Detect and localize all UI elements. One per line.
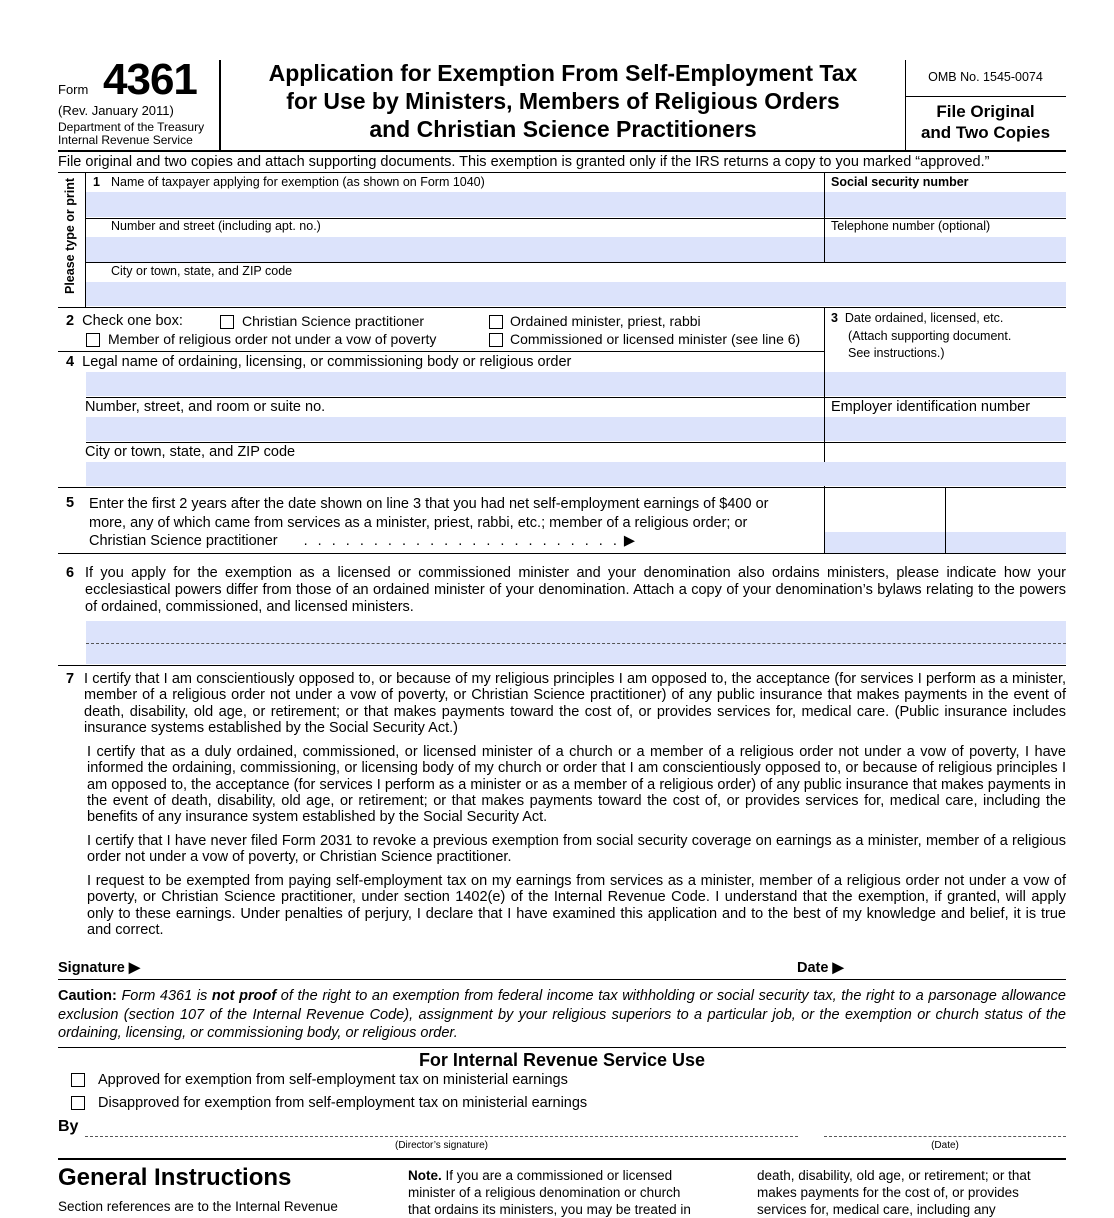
ordaining-body-input[interactable] xyxy=(86,372,824,396)
date-label: Date ▶ xyxy=(797,960,844,976)
city-input[interactable] xyxy=(86,282,1066,306)
body-city-input[interactable] xyxy=(86,462,1066,486)
form-number: 4361 xyxy=(103,55,197,104)
form-label: Form xyxy=(58,82,89,97)
certification-paragraph: I certify that I am conscientiously opposed to, or because of my religious principles I am opposed to, the acceptance (for services I perform as a minister, member of a religious order not under a vow of poverty, or Christian Science practitioner) of any public insurance that makes payments in the event of death, disability, old age, or retirement; or that makes payments toward the cost of, or provides services for, medical care. (Public insurance includes insurance systems established by the Social Security Act.) xyxy=(84,671,1066,736)
agency: Internal Revenue Service xyxy=(58,133,193,147)
instructions-text: Section references are to the Internal Revenue xyxy=(58,1199,338,1214)
option-label: Commissioned or licensed minister (see line 6) xyxy=(510,331,801,347)
date-field[interactable] xyxy=(850,955,1066,977)
omb-number: OMB No. 1545-0074 xyxy=(928,70,1043,84)
form-title: Application for Exemption From Self-Employment Tax for Use by Ministers, Members of Religious Orders and Christian Science Practitioners xyxy=(268,60,858,142)
disapproved-label: Disapproved for exemption from self-employment tax on ministerial earnings xyxy=(98,1095,588,1111)
year2-input[interactable] xyxy=(946,532,1066,553)
phone-input[interactable] xyxy=(825,237,1066,262)
checkbox-religious-order[interactable] xyxy=(86,333,100,347)
option-label: Ordained minister, priest, rabbi xyxy=(510,313,701,329)
line6-text: If you apply for the exemption as a licensed or commissioned minister and your denomination also ordains ministers, please indicate how your ecclesiastical powers differ from those of an ordained minister of your denomination. Attach a copy of your denomination’s bylaws relating to the powers of ordained, commissioned, and licensed ministers. xyxy=(85,565,1066,615)
option-label: Member of religious order not under a vow of poverty xyxy=(108,331,437,347)
instructions-text: death, disability, old age, or retirement; or that makes payments for the cost of, or provides services for, medical care, including any xyxy=(757,1168,1031,1217)
filing-instruction: File original and two copies and attach supporting documents. This exemption is granted only if the IRS returns a copy to you marked “approved.” xyxy=(58,154,990,170)
line-number: 1 xyxy=(93,175,100,189)
side-label: Please type or print xyxy=(63,177,77,294)
certification-paragraph: I request to be exempted from paying self-employment tax on my earnings from services as a minister, member of a religious order not under a vow of poverty, or Christian Science practitioner, under section 1402(e) of the Internal Revenue Code. I understand that the exemption, if granted, will apply only to these earnings. Under penalties of perjury, I declare that I have examined this application and to the best of my knowledge and belief, it is true and correct. xyxy=(87,873,1066,938)
ssn-label: Social security number xyxy=(831,175,969,189)
name-label: Name of taxpayer applying for exemption (as shown on Form 1040) xyxy=(111,175,485,189)
option-label: Christian Science practitioner xyxy=(242,313,425,329)
director-signature-caption: (Director’s signature) xyxy=(395,1140,488,1151)
certification-paragraph: I certify that I have never filed Form 2031 to revoke a previous exemption from social security coverage on earnings as a minister, member of a religious order not under a vow of poverty, or Christian Science practitioner. xyxy=(87,833,1066,866)
note-text: Note. If you are a commissioned or licensed minister of a religious denomination or church that ordains its ministers, you may be treated in xyxy=(408,1168,691,1217)
ein-input[interactable] xyxy=(825,417,1066,441)
signature-label: Signature ▶ xyxy=(58,960,141,976)
body-city-label: City or town, state, and ZIP code xyxy=(85,444,296,460)
ein-label: Employer identification number xyxy=(831,399,1031,415)
disapproved-checkbox[interactable] xyxy=(71,1096,85,1110)
body-street-label: Number, street, and room or suite no. xyxy=(85,399,326,415)
department: Department of the Treasury xyxy=(58,120,205,134)
phone-label: Telephone number (optional) xyxy=(831,219,991,233)
checkbox-ordained-minister[interactable] xyxy=(489,315,503,329)
street-input[interactable] xyxy=(86,237,824,262)
name-input[interactable] xyxy=(86,192,824,217)
line-number: 5 xyxy=(66,495,75,511)
date-caption: (Date) xyxy=(931,1140,959,1151)
by-label: By xyxy=(58,1118,79,1135)
body-street-input[interactable] xyxy=(86,417,824,441)
general-instructions-heading: General Instructions xyxy=(58,1164,292,1191)
line4-label: 4 Legal name of ordaining, licensing, or commissioning body or religious order xyxy=(66,354,572,370)
line-number: 6 xyxy=(66,565,75,581)
city-label: City or town, state, and ZIP code xyxy=(111,264,293,278)
revision: (Rev. January 2011) xyxy=(58,103,174,118)
ssn-input[interactable] xyxy=(825,192,1066,217)
line3-label: 3 Date ordained, licensed, etc. (Attach supporting document. See instructions.) xyxy=(831,311,1012,360)
line5-text: Enter the first 2 years after the date shown on line 3 that you had net self-employment earnings of $400 or more, any of which came from services as a minister, priest, rabbi, etc.; member of a religious order; or Christian Science practitioner . . . . . . . . . . . . . . . . . . . . . . . ▶ xyxy=(89,496,769,549)
date-ordained-input[interactable] xyxy=(825,372,1066,396)
checkbox-christian-science[interactable] xyxy=(220,315,234,329)
irs-use-title: For Internal Revenue Service Use xyxy=(418,1050,706,1070)
line2-label: 2 Check one box: xyxy=(66,313,183,329)
caution-text: Caution: Form 4361 is not proof of the right to an exemption from federal income tax withholding or social security tax, the right to a parsonage allowance exclusion (section 107 of the Internal Revenue Code), assignment by your religious superiors to a particular job, or the exemption or church status of the ordaining, licensing, or commissioning body, or religious order. xyxy=(58,988,1066,1041)
year1-input[interactable] xyxy=(825,532,945,553)
approved-label: Approved for exemption from self-employment tax on ministerial earnings xyxy=(98,1072,568,1088)
certification-paragraph: I certify that as a duly ordained, commissioned, or licensed minister of a church or a member of a religious order not under a vow of poverty, I have informed the ordaining, commissioning, or licensing body of my church or order that I am conscientiously opposed to, or because of religious principles I am opposed to, the acceptance (for services I perform as a minister or as a member of a religious order) of any public insurance that makes payments in the event of death, disability, old age, or retirement; or that makes payments toward the cost of, or provides services for, medical care, including the benefits of any insurance system established by the Social Security Act. xyxy=(87,744,1066,826)
approved-checkbox[interactable] xyxy=(71,1073,85,1087)
file-original-note: File Original and Two Copies xyxy=(920,102,1051,142)
street-label: Number and street (including apt. no.) xyxy=(111,219,321,233)
signature-field[interactable] xyxy=(150,955,790,977)
line-number: 7 xyxy=(66,671,75,687)
checkbox-commissioned-minister[interactable] xyxy=(489,333,503,347)
